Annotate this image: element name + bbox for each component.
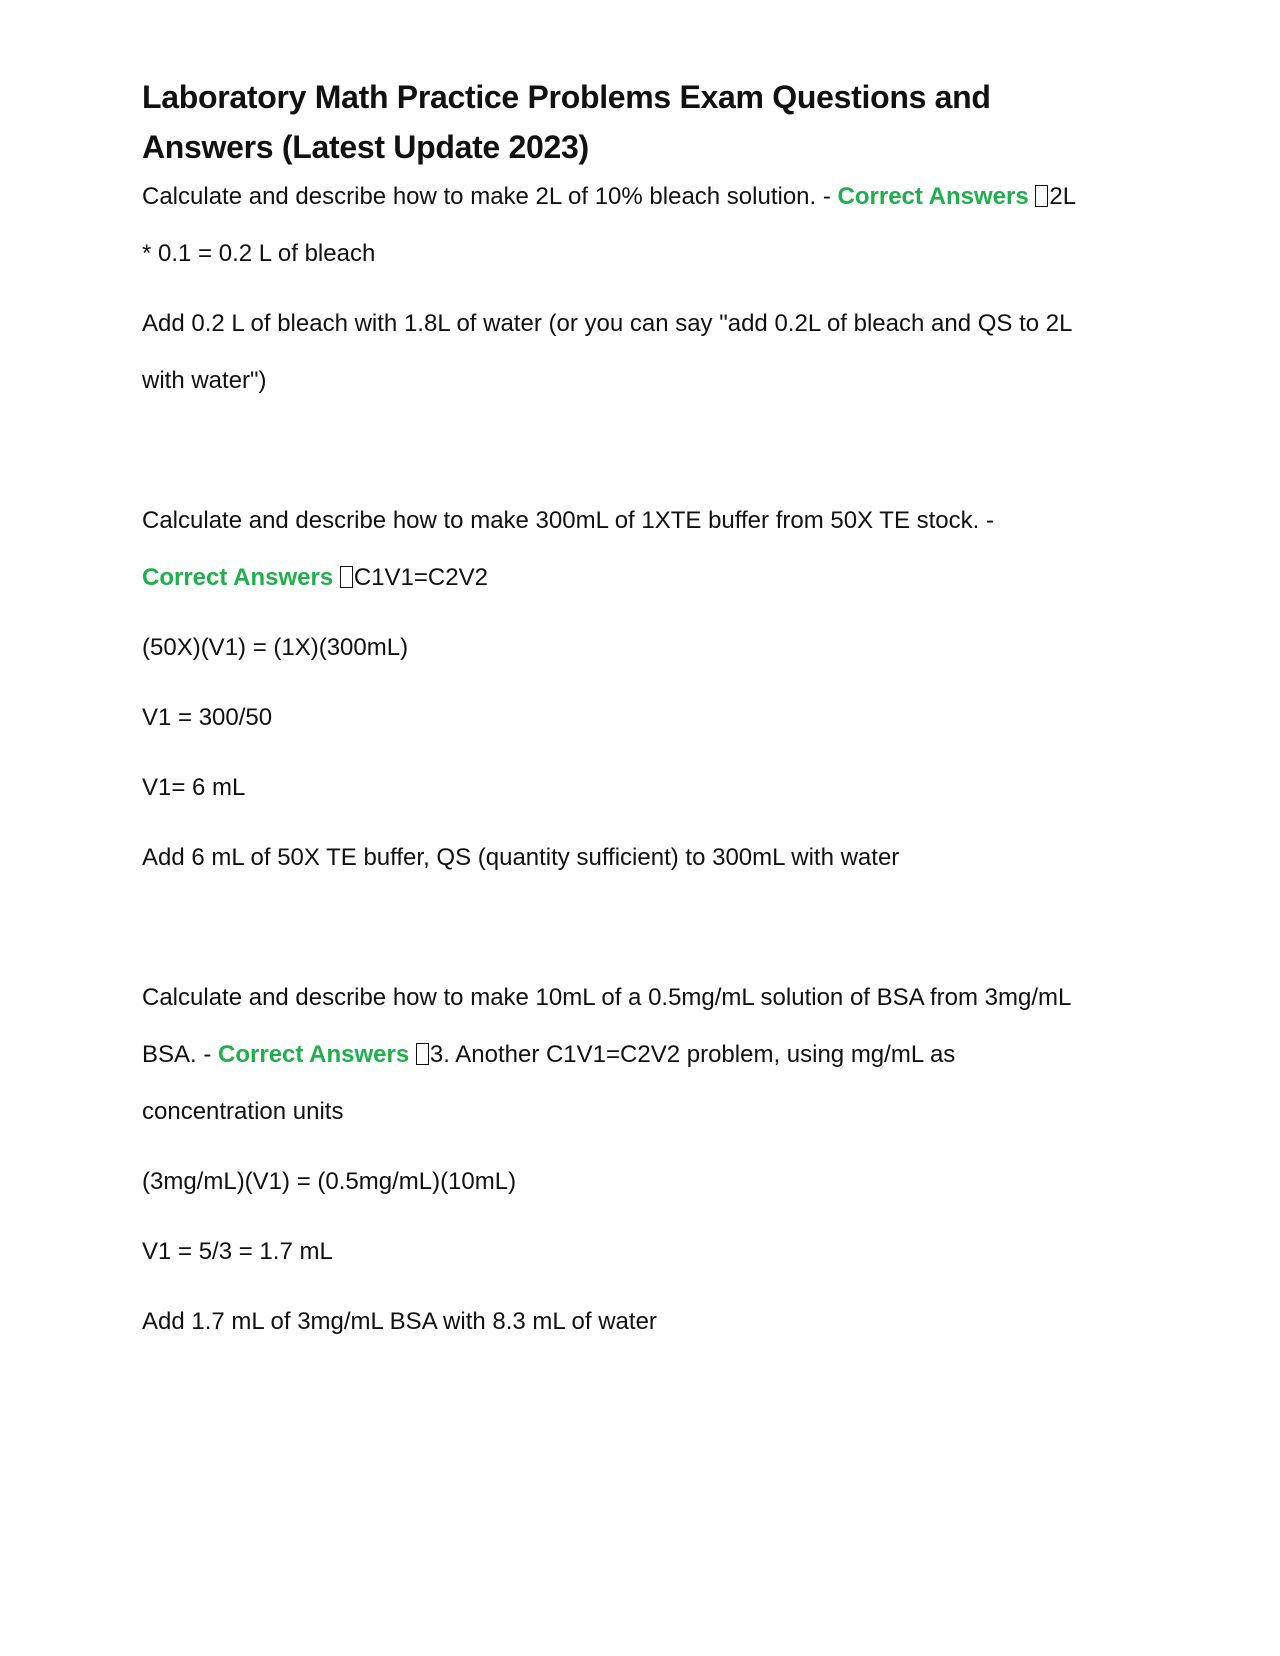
question-text [142, 168, 1082, 282]
answer-text: C1V1=C2V2 [353, 564, 488, 591]
missing-glyph-icon [1035, 185, 1048, 207]
correct-answers-label: Correct Answers [142, 564, 334, 591]
answer-text: 3. Another C1V1=C2V2 problem, using mg/mL as concentration units [142, 1041, 956, 1125]
document-title: Laboratory Math Practice Problems Exam Questions and Answers (Latest Update 2023) [142, 79, 991, 165]
question-prompt: Calculate and describe how to make 300mL of 1XTE buffer from 50X TE stock. - [142, 507, 994, 534]
answer-text: 2L * 0.1 = 0.2 L of bleach [142, 183, 1076, 267]
question-prompt: Calculate and describe how to make 10mL of a 0.5mg/mL solution of BSA from 3mg/mL BSA. - [142, 984, 1071, 1068]
answer-line: Add 1.7 mL of 3mg/mL BSA with 8.3 mL of water [142, 1308, 657, 1335]
correct-answers-label: Correct Answers [218, 1041, 410, 1068]
question-prompt: Calculate and describe how to make 2L of 10% bleach solution. - [142, 183, 831, 210]
document-page [142, 72, 1082, 1363]
answer-line: (3mg/mL)(V1) = (0.5mg/mL)(10mL) [142, 1168, 517, 1195]
answer-line: V1= 6 mL [142, 774, 246, 801]
answer-line: (50X)(V1) = (1X)(300mL) [142, 634, 409, 661]
question-text [142, 969, 1082, 1140]
question-block-2 [142, 492, 1082, 886]
answer-line: V1 = 5/3 = 1.7 mL [142, 1238, 333, 1265]
answer-line: Add 0.2 L of bleach with 1.8L of water (or you can say "add 0.2L of bleach and QS to 2L with water") [142, 310, 1072, 394]
missing-glyph-icon [340, 566, 353, 588]
question-block-1 [142, 168, 1082, 409]
answer-line: Add 6 mL of 50X TE buffer, QS (quantity sufficient) to 300mL with water [142, 844, 900, 871]
correct-answers-label: Correct Answers [837, 183, 1029, 210]
missing-glyph-icon [416, 1043, 429, 1065]
answer-line: V1 = 300/50 [142, 704, 273, 731]
question-block-3 [142, 969, 1082, 1350]
question-text [142, 492, 1082, 606]
